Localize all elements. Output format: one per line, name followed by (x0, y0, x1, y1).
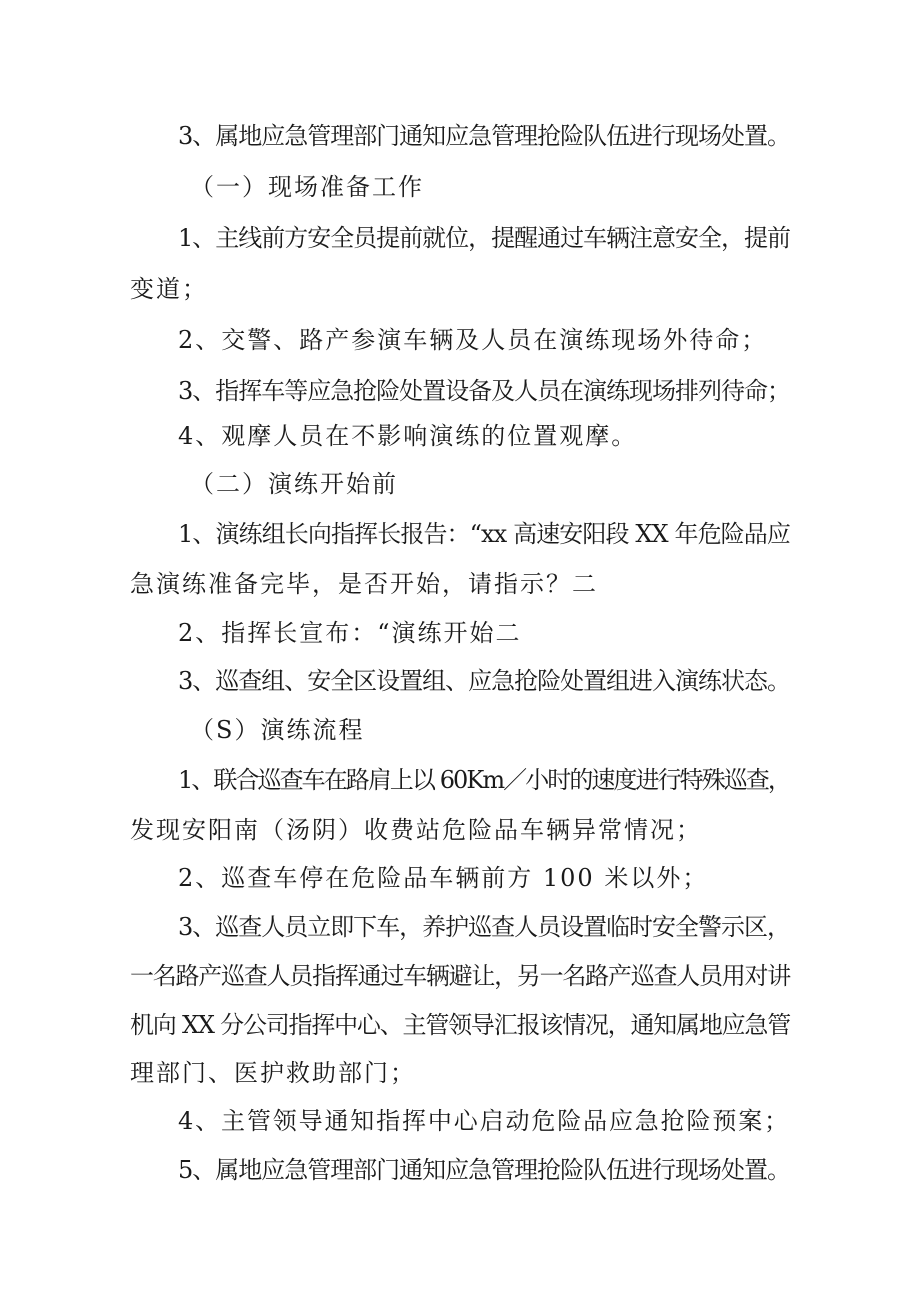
paragraph-line: 1、联合巡查车在路肩上以 60Km／小时的速度进行特殊巡查， (178, 766, 790, 794)
paragraph-line: 理部门、医护救助部门； (130, 1059, 416, 1087)
paragraph-line: 2、巡查车停在危险品车辆前方 100 米以外； (178, 864, 709, 892)
section-heading: （S）演练流程 (190, 716, 365, 744)
paragraph-line: 1、演练组长向指挥长报告：“xx 高速安阳段 XX 年危险品应 (178, 520, 790, 548)
paragraph-line: 机向 XX 分公司指挥中心、主管领导汇报该情况，通知属地应急管 (130, 1011, 790, 1039)
paragraph-line: 一名路产巡查人员指挥通过车辆避让，另一名路产巡查人员用对讲 (130, 962, 790, 990)
paragraph-line: 3、指挥车等应急抢险处置设备及人员在演练现场排列待命； (178, 377, 790, 405)
section-heading: （二）演练开始前 (190, 470, 398, 498)
paragraph-line: 5、属地应急管理部门通知应急管理抢险队伍进行现场处置。 (178, 1156, 790, 1184)
paragraph-line: 2、交警、路产参演车辆及人员在演练现场外待命； (178, 326, 768, 354)
paragraph-line: 1、主线前方安全员提前就位，提醒通过车辆注意安全，提前 (178, 224, 790, 252)
paragraph-line: 2、指挥长宣布：“演练开始二 (178, 619, 522, 647)
section-heading: （一）现场准备工作 (190, 173, 424, 201)
paragraph-line: 变道； (130, 275, 208, 303)
paragraph-line: 4、主管领导通知指挥中心启动危险品应急抢险预案； (178, 1107, 790, 1135)
paragraph-line: 发现安阳南（汤阴）收费站危险品车辆异常情况； (130, 816, 702, 844)
paragraph-line: 3、属地应急管理部门通知应急管理抢险队伍进行现场处置。 (178, 122, 790, 150)
paragraph-line: 4、观摩人员在不影响演练的位置观摩。 (178, 422, 638, 450)
paragraph-line: 急演练准备完毕，是否开始，请指示？二 (130, 570, 598, 598)
paragraph-line: 3、巡查人员立即下车，养护巡查人员设置临时安全警示区， (178, 913, 790, 941)
paragraph-line: 3、巡查组、安全区设置组、应急抢险处置组进入演练状态。 (178, 667, 790, 695)
